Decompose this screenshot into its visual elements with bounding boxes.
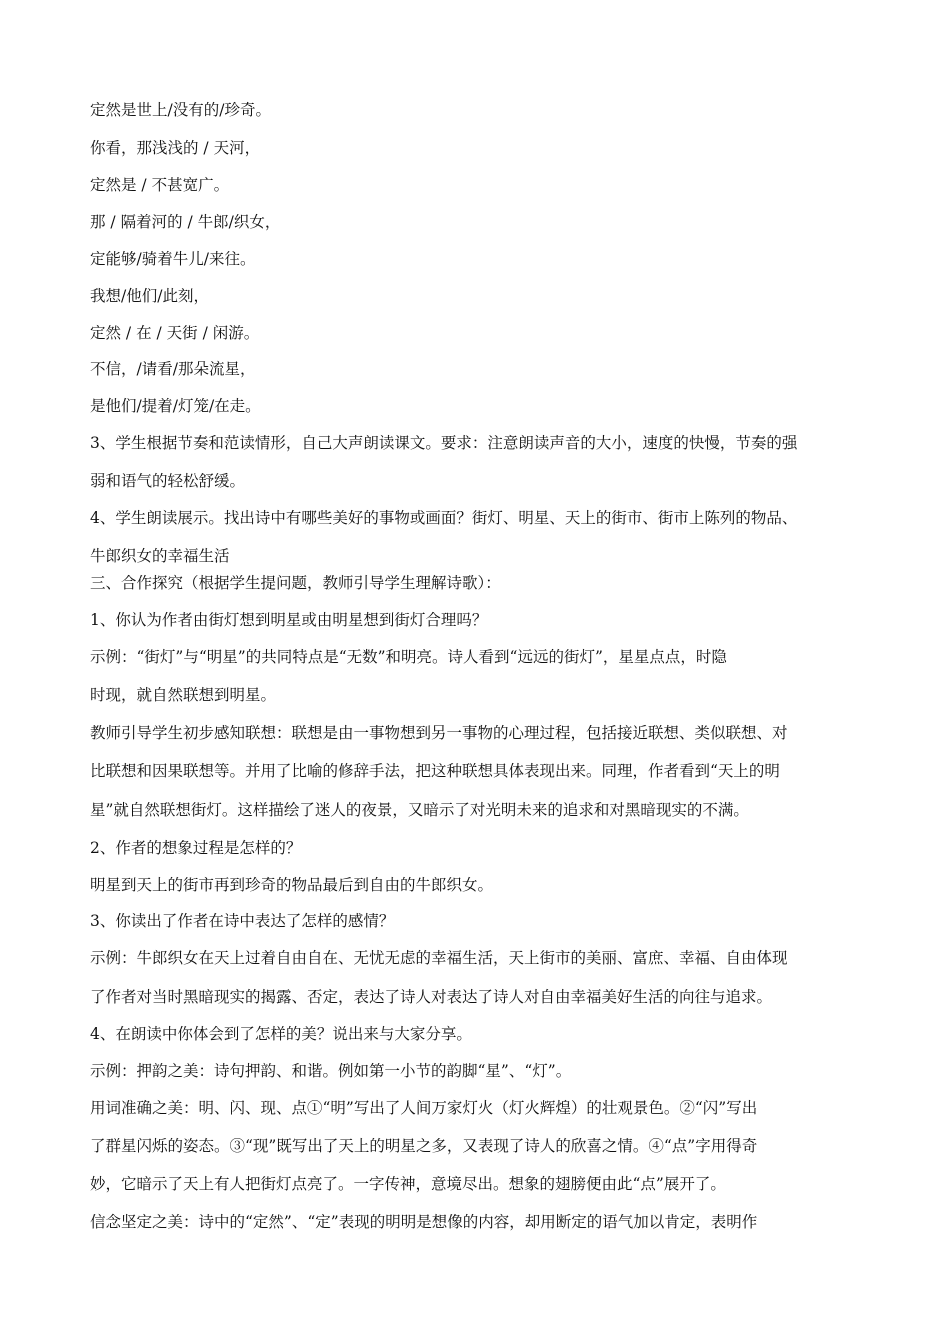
poem-line-5: 定能够/骑着牛儿/来往。 — [90, 250, 256, 268]
paragraph-line: 妙，它暗示了天上有人把街灯点亮了。一字传神，意境尽出。想象的翅膀便由此“点”展开了。 — [90, 1175, 726, 1193]
paragraph-line: 弱和语气的轻松舒缓。 — [90, 472, 246, 490]
paragraph-line: 星”就自然联想街灯。这样描绘了迷人的夜景，又暗示了对光明未来的追求和对黑暗现实的不满。 — [90, 801, 749, 819]
paragraph-line: 示例：“街灯”与“明星”的共同特点是“无数”和明亮。诗人看到“远远的街灯”，星星点点，时隐 — [90, 648, 727, 666]
question-line: 4、在朗读中你体会到了怎样的美？说出来与大家分享。 — [90, 1025, 472, 1043]
poem-line-8: 不信，/请看/那朵流星， — [90, 360, 256, 378]
paragraph-line: 了群星闪烁的姿态。③“现”既写出了天上的明星之多，又表现了诗人的欣喜之情。④“点”字用得奇 — [90, 1137, 758, 1155]
paragraph-line: 信念坚定之美：诗中的“定然”、“定”表现的明明是想像的内容，却用断定的语气加以肯定，表明作 — [90, 1213, 758, 1231]
paragraph-line: 教师引导学生初步感知联想：联想是由一事物想到另一事物的心理过程，包括接近联想、类似联想、对 — [90, 724, 788, 742]
paragraph-line: 明星到天上的街市再到珍奇的物品最后到自由的牛郎织女。 — [90, 876, 494, 894]
question-line: 3、你读出了作者在诗中表达了怎样的感情？ — [90, 912, 395, 930]
poem-line-3: 定然是 / 不甚宽广。 — [90, 176, 230, 194]
paragraph-line: 示例：押韵之美：诗句押韵、和谐。例如第一小节的韵脚“星”、“灯”。 — [90, 1062, 572, 1080]
paragraph-line: 时现，就自然联想到明星。 — [90, 686, 277, 704]
paragraph-line: 牛郎织女的幸福生活 — [90, 547, 230, 565]
paragraph-line: 用词准确之美：明、闪、现、点①“明”写出了人间万家灯火（灯火辉煌）的壮观景色。②“闪”写出 — [90, 1099, 758, 1117]
question-line: 1、你认为作者由街灯想到明星或由明星想到街灯合理吗？ — [90, 611, 488, 629]
section-heading: 三、合作探究（根据学生提问题，教师引导学生理解诗歌）： — [90, 574, 501, 592]
question-line: 2、作者的想象过程是怎样的？ — [90, 839, 302, 857]
paragraph-line: 示例：牛郎织女在天上过着自由自在、无忧无虑的幸福生活，天上街市的美丽、富庶、幸福、自由体现 — [90, 949, 788, 967]
poem-line-9: 是他们/提着/灯笼/在走。 — [90, 397, 261, 415]
poem-line-1: 定然是世上/没有的/珍奇。 — [90, 101, 271, 119]
paragraph-line: 了作者对当时黑暗现实的揭露、否定，表达了诗人对表达了诗人对自由幸福美好生活的向往与追求。 — [90, 988, 773, 1006]
paragraph-line: 比联想和因果联想等。并用了比喻的修辞手法，把这种联想具体表现出来。同理，作者看到“天上的明 — [90, 762, 780, 780]
poem-line-7: 定然 / 在 / 天街 / 闲游。 — [90, 324, 260, 342]
poem-line-4: 那 / 隔着河的 / 牛郎/织女， — [90, 213, 281, 231]
poem-line-2: 你看，那浅浅的 / 天河， — [90, 139, 261, 157]
paragraph-line: 4、学生朗读展示。找出诗中有哪些美好的事物或画面？街灯、明星、天上的街市、街市上陈列的物品、 — [90, 509, 798, 527]
poem-line-6: 我想/他们/此刻， — [90, 287, 209, 305]
paragraph-line: 3、学生根据节奏和范读情形，自己大声朗读课文。要求：注意朗读声音的大小，速度的快慢，节奏的强 — [90, 434, 798, 452]
